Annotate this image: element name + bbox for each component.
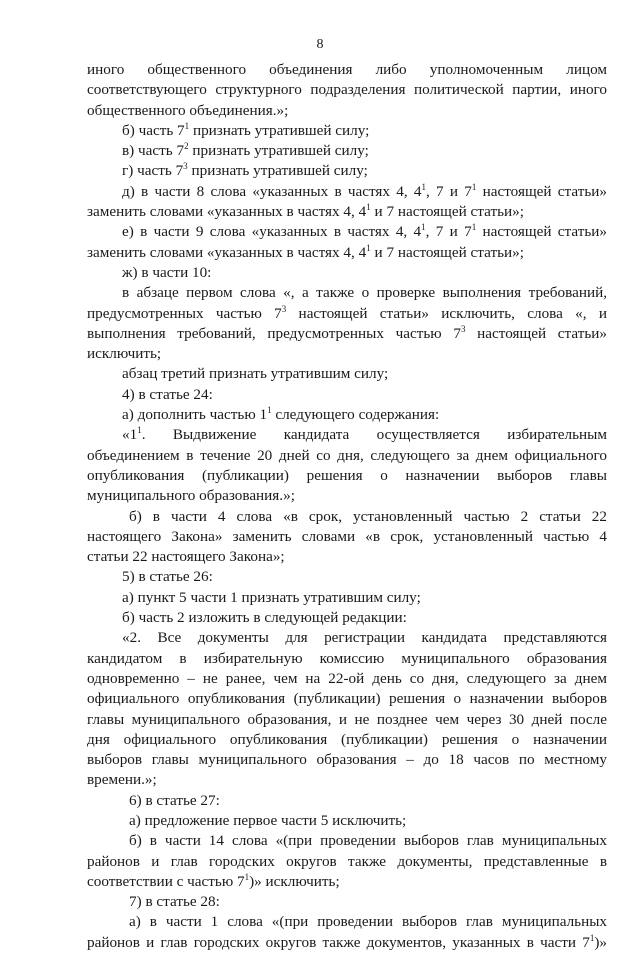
text-line: ж) в части 10: xyxy=(122,263,212,281)
text-line: в абзаце первом слова «, а также о проверке выполнения требований, xyxy=(122,284,607,302)
text-line: заменить словами «указанных в частях 4, $4^1$ и 7 настоящей статьи»; xyxy=(87,242,524,261)
document-body xyxy=(87,60,607,953)
text-line: д) в части 8 слова «указанных в частях 4, $4^1$, 7 и $7^1$ настоящей статьи» xyxy=(122,181,607,200)
text-line: заменить словами «указанных в частях 4, $4^1$ и 7 настоящей статьи»; xyxy=(87,202,524,221)
text-line: районов и глав городских округов также документы, представленные в xyxy=(87,852,607,870)
text-line: «2. Все документы для регистрации кандидата представляются xyxy=(122,629,607,647)
text-line: г) часть $7^3$ признать утратившей силу; xyxy=(122,161,368,180)
text-line: статьи 22 настоящего Закона»; xyxy=(87,548,285,566)
text-line: времени.»; xyxy=(87,771,157,789)
text-line: в) часть $7^2$ признать утратившей силу; xyxy=(122,141,369,160)
text-line: официального опубликования (публикации) решения о назначении выборов xyxy=(87,690,607,708)
text-line: е) в части 9 слова «указанных в частях 4, $4^1$, 7 и $7^1$ настоящей статьи» xyxy=(122,222,607,241)
text-line: кандидатом в избирательную комиссию муниципального образования xyxy=(87,649,607,667)
text-line: б) в части 14 слова «(при проведении выборов глав муниципальных xyxy=(129,832,607,850)
text-line: 5) в статье 26: xyxy=(122,568,213,586)
text-line: объединением в течение 20 дней со дня, следующего за днем официального xyxy=(87,446,607,464)
text-line: соответствии с частью $7^1$)» исключить; xyxy=(87,871,340,890)
text-line: опубликования (публикации) решения о назначении выборов главы xyxy=(87,466,607,484)
text-line: б) в части 4 слова «в срок, установленный частью 2 статьи 22 xyxy=(129,507,607,525)
text-line: а) пункт 5 части 1 признать утратившим силу; xyxy=(122,588,421,606)
text-line: 6) в статье 27: xyxy=(129,791,220,809)
text-line: настоящего Закона» заменить словами «в срок, установленный частью 4 xyxy=(87,527,607,545)
page-number: 8 xyxy=(316,37,324,52)
text-line: б) часть $7^1$ признать утратившей силу; xyxy=(122,120,370,139)
text-line: «$1^1$. Выдвижение кандидата осуществляется избирательным xyxy=(122,425,607,444)
text-line: 4) в статье 24: xyxy=(122,385,213,403)
text-line: общественного объединения.»; xyxy=(87,101,289,119)
text-line: выборов главы муниципального образования – до 18 часов по местному xyxy=(87,751,607,769)
text-line: а) дополнить частью $1^1$ следующего содержания: xyxy=(122,405,440,424)
text-line: 7) в статье 28: xyxy=(129,893,220,911)
text-line: одновременно – не ранее, чем на 22-ой день со дня, следующего за днем xyxy=(87,669,607,687)
text-line: главы муниципального образования, и не позднее чем через 30 дней после xyxy=(87,710,607,728)
text-line: абзац третий признать утратившим силу; xyxy=(122,365,389,383)
text-line: выполнения требований, предусмотренных частью $7^3$ настоящей статьи» xyxy=(87,323,607,342)
text-line: соответствующего структурного подразделения политической партии, иного xyxy=(87,81,607,99)
text-line: дня официального опубликования (публикации) решения о назначении xyxy=(87,730,607,748)
text-line: муниципального образования.»; xyxy=(87,487,295,505)
text-line: а) в части 1 слова «(при проведении выборов глав муниципальных xyxy=(129,913,607,931)
text-line: районов и глав городских округов также документов, указанных в части $7^1$)» xyxy=(87,932,607,951)
text-line: а) предложение первое части 5 исключить; xyxy=(129,811,407,829)
text-line: предусмотренных частью $7^3$ настоящей статьи» исключить, слова «, и xyxy=(87,303,607,322)
text-line: иного общественного объединения либо уполномоченным лицом xyxy=(87,61,607,78)
text-line: исключить; xyxy=(87,345,162,363)
text-line: б) часть 2 изложить в следующей редакции: xyxy=(122,609,407,627)
